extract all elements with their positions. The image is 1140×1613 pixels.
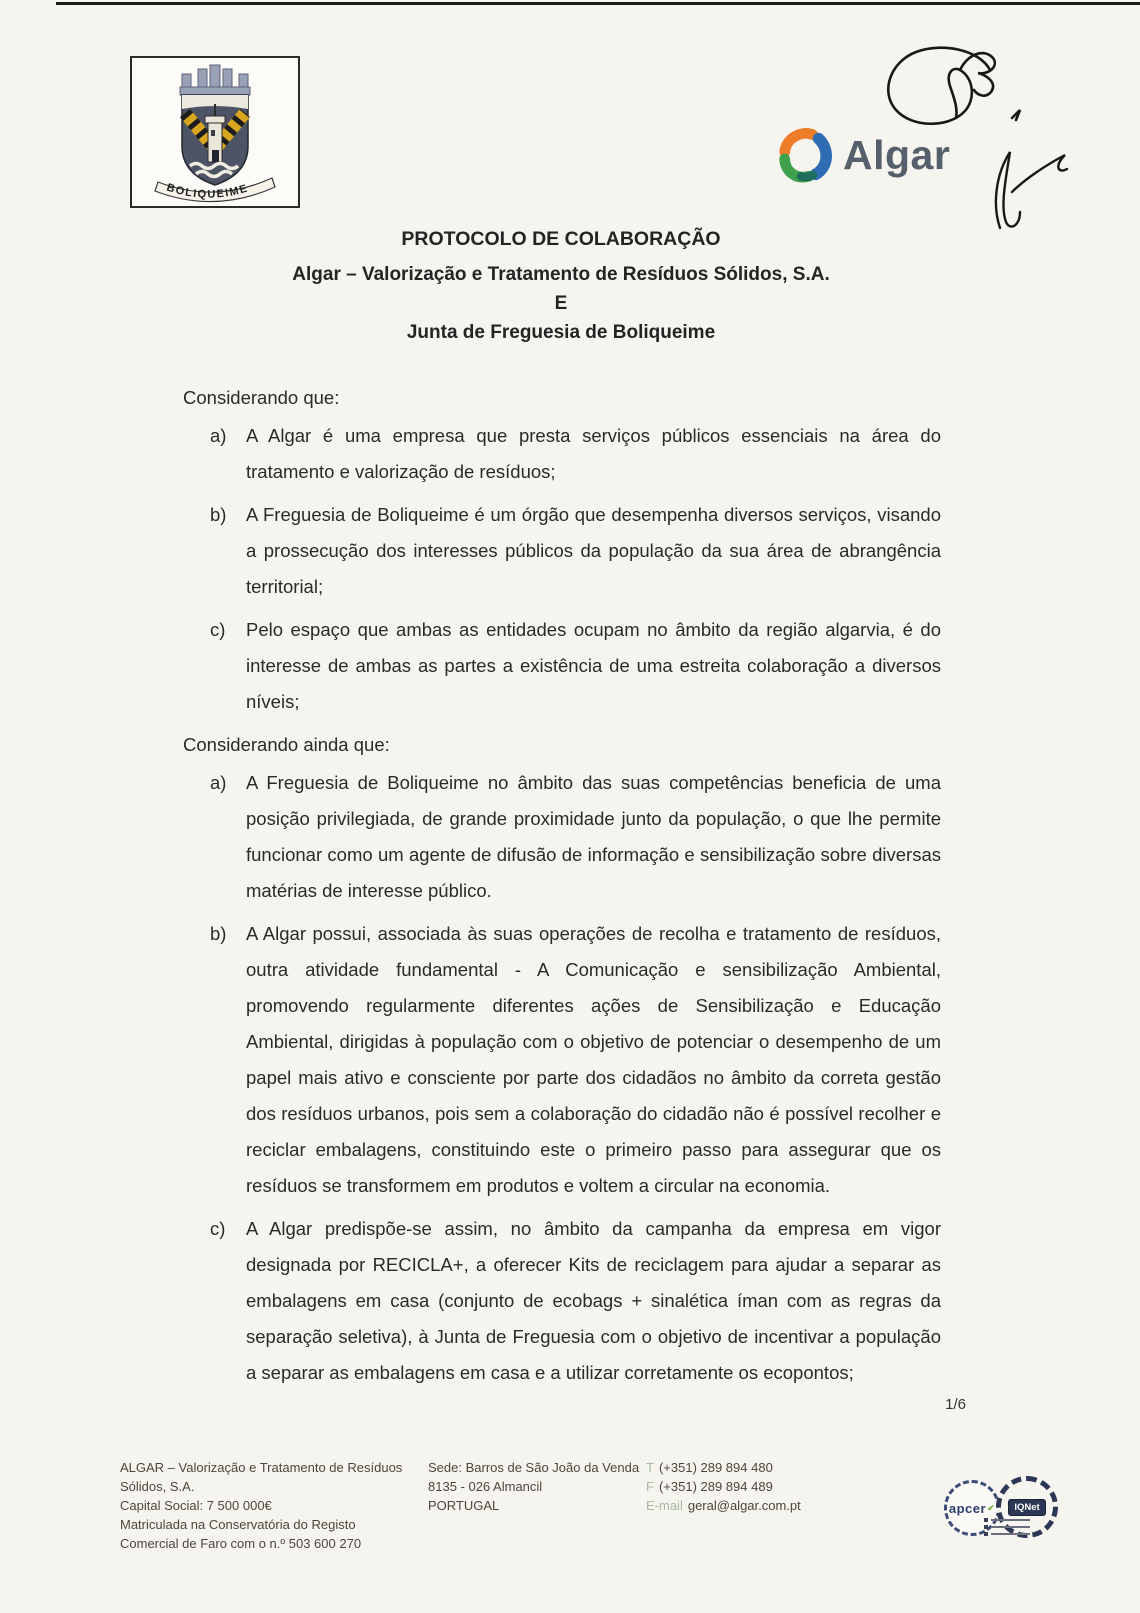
crest-graphic (132, 58, 298, 206)
contact-label: E-mail (646, 1498, 683, 1513)
certification-badges (944, 1474, 1114, 1554)
title-block (0, 228, 1122, 344)
page-number: 1/6 (945, 1396, 966, 1413)
signature-top-icon (872, 40, 1032, 140)
footer-line: Sólidos, S.A. (120, 1479, 195, 1494)
contact-row (646, 1458, 886, 1477)
algar-logo-icon (776, 126, 834, 184)
iso-line (984, 1525, 1030, 1529)
consideration-item (183, 765, 941, 909)
footer-line: ALGAR – Valorização e Tratamento de Resíduos (120, 1460, 403, 1475)
apcer-accent: ✔ (987, 1502, 996, 1513)
boliqueime-crest (130, 56, 300, 208)
item-text: A Freguesia de Boliqueime é um órgão que desempenha diversos serviços, visando a prossecução dos interesses públicos da população da sua área de abrangência territorial; (246, 504, 941, 597)
item-marker: b) (210, 923, 227, 944)
footer-line: PORTUGAL (428, 1498, 500, 1513)
address-info (428, 1458, 646, 1553)
apcer-label: apcer (948, 1500, 987, 1516)
item-text: A Algar predispõe-se assim, no âmbito da campanha da empresa em vigor designada por RECICLA+, a oferecer Kits de reciclagem para ajudar a separar as embalagens em casa (conjunto de ecobags + sinalética íman com as regras da separação seletiva), à Junta de Freguesia com o objetivo de incentivar a população a separar as embalagens em casa e a utilizar corretamente os ecopontos; (246, 1218, 941, 1383)
party-1-name: Algar – Valorização e Tratamento de Resíduos Sólidos, S.A. (292, 264, 830, 285)
item-marker: c) (210, 1218, 226, 1239)
contact-value: geral@algar.com.pt (687, 1498, 801, 1513)
item-text: A Freguesia de Boliqueime no âmbito das suas competências beneficia de uma posição privilegiada, de grande proximidade junto da população, o que lhe permite funcionar como um agente de difusão de informação e sensibilização sobre diversas matérias de interesse público. (246, 772, 941, 901)
footer-line: 8135 - 026 Almancil (428, 1479, 543, 1494)
considerations-intro-2: Considerando ainda que: (183, 734, 390, 755)
item-marker: a) (210, 772, 227, 793)
item-text: Pelo espaço que ambas as entidades ocupam no âmbito da região algarvia, é do interesse de ambas as partes a existência de uma estreita colaboração a diversos níveis; (246, 619, 941, 712)
iso-line (984, 1518, 1030, 1522)
contact-label: T (646, 1460, 654, 1475)
footer-line: Matriculada na Conservatória do Registo (120, 1517, 356, 1532)
considerations-intro-1: Considerando que: (183, 387, 340, 408)
item-marker: a) (210, 425, 227, 446)
signature-bottom-icon (962, 132, 1077, 237)
contact-value: (+351) 289 894 480 (658, 1460, 773, 1475)
algar-wordmark: Algar (843, 131, 951, 178)
consideration-item (183, 916, 941, 1204)
footer-line: Capital Social: 7 500 000€ (120, 1498, 272, 1513)
item-text: A Algar é uma empresa que presta serviços públicos essenciais na área do tratamento e valorização de resíduos; (246, 425, 941, 482)
party-2-name: Junta de Freguesia de Boliqueime (406, 322, 716, 343)
contact-row (646, 1496, 886, 1515)
contact-info (646, 1458, 886, 1553)
footer-line: Comercial de Faro com o n.º 503 600 270 (120, 1536, 362, 1551)
crest-caption: BOLIQUEIME (165, 181, 250, 201)
algar-logo (776, 126, 950, 184)
item-marker: c) (210, 619, 226, 640)
iso-cert-lines (984, 1518, 1030, 1539)
scan-edge-line (56, 2, 1140, 5)
consideration-item (183, 612, 941, 720)
consideration-item (183, 497, 941, 605)
item-marker: b) (210, 504, 227, 525)
item-text: A Algar possui, associada às suas operações de recolha e tratamento de resíduos, outra atividade fundamental - A Comunicação e sensibilização Ambiental, promovendo regularmente diferentes ações de Sensibilização e Educação Ambiental, dirigidas à população com o objetivo de potenciar o desempenho de um papel mais ativo e consciente por parte dos cidadãos no âmbito da correta gestão dos resíduos urbanos, pois sem a colaboração do cidadão não é possível recolher e reciclar embalagens, constituindo este o primeiro passo para assegurar que os resíduos se transformem em produtos e voltem a circular na economia. (246, 923, 941, 1196)
footer-line: Sede: Barros de São João da Venda (428, 1460, 640, 1475)
document-title: PROTOCOLO DE COLABORAÇÃO (401, 228, 721, 250)
contact-row (646, 1477, 886, 1496)
conjunction: E (554, 293, 568, 314)
contact-value: (+351) 289 894 489 (658, 1479, 773, 1494)
consideration-item (183, 1211, 941, 1391)
iqnet-label: IQNet (1008, 1499, 1045, 1516)
iso-line (984, 1532, 1030, 1536)
consideration-item (183, 418, 941, 490)
document-body (183, 380, 941, 1398)
contact-label: F (646, 1479, 654, 1494)
company-info (120, 1458, 428, 1553)
footer (120, 1458, 886, 1553)
